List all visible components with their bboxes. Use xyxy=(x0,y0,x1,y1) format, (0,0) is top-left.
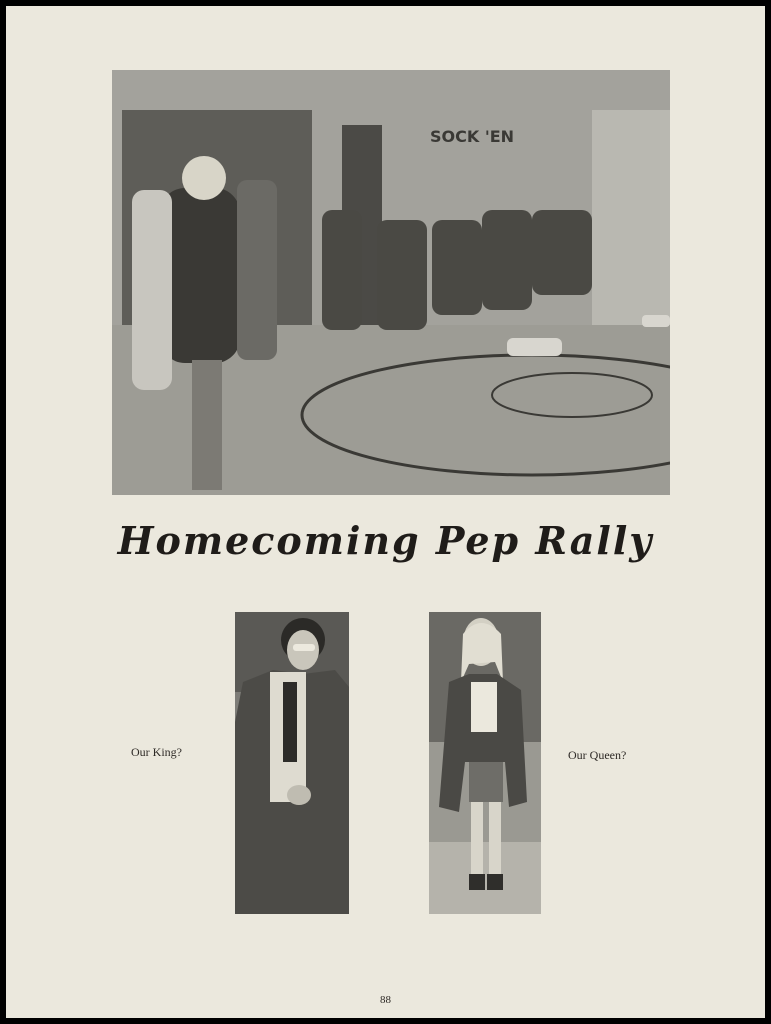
page-headline: Homecoming Pep Rally xyxy=(117,518,654,563)
caption-king: Our King? xyxy=(131,745,182,759)
queen-photo xyxy=(429,612,541,914)
page-number: 88 xyxy=(380,994,391,1006)
king-photo-image xyxy=(235,612,349,914)
queen-photo-image xyxy=(429,612,541,914)
yearbook-page xyxy=(6,6,765,1018)
pep-rally-photo-image xyxy=(112,70,670,495)
wall-sign-text: SOCK 'EN xyxy=(430,127,515,146)
caption-queen: Our Queen? xyxy=(568,748,627,762)
pep-rally-photo xyxy=(112,70,670,495)
king-photo xyxy=(235,612,349,914)
